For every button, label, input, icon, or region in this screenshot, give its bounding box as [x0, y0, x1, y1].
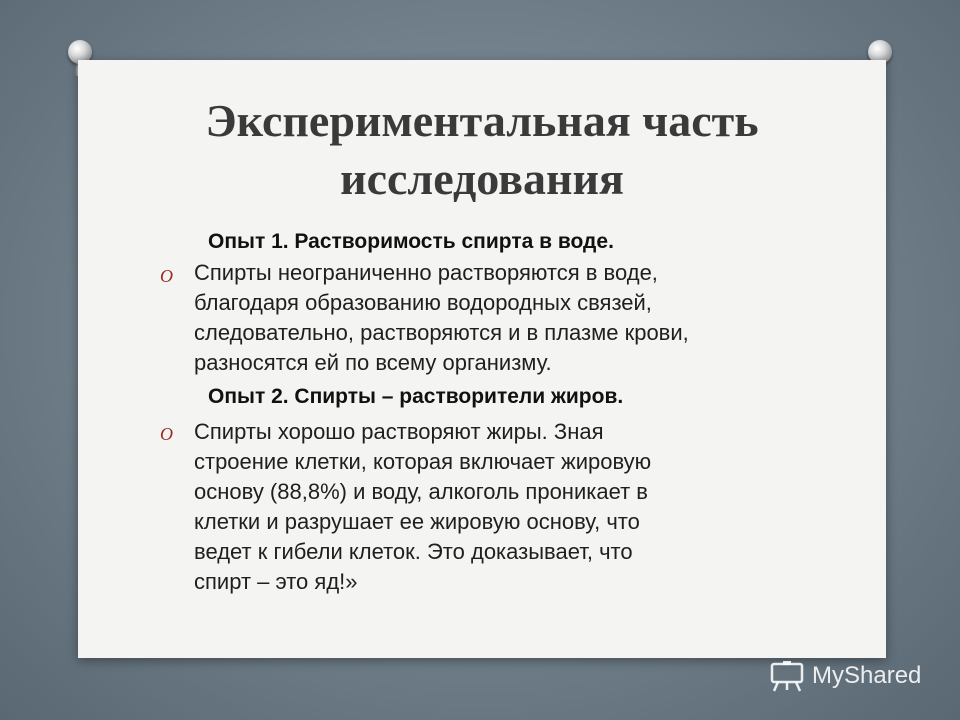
- experiment-1-line: следовательно, растворяются и в плазме крови,: [194, 320, 689, 345]
- slide-title: [78, 92, 886, 208]
- experiment-2-line: строение клетки, которая включает жировую: [194, 449, 652, 474]
- experiment-2-line: ведет к гибели клеток. Это доказывает, что: [194, 539, 633, 564]
- bullet-1-icon: O: [160, 266, 173, 286]
- experiment-1-line: разносятся ей по всему организму.: [194, 350, 552, 375]
- experiment-2-heading: Опыт 2. Спирты – растворители жиров.: [208, 385, 624, 408]
- experiment-2-line: Спирты хорошо растворяют жиры. Зная: [194, 419, 604, 444]
- experiment-2-line: спирт – это яд!»: [194, 569, 358, 594]
- experiment-2-text: [194, 417, 814, 597]
- experiment-2-line: основу (88,8%) и воду, алкоголь проникает в: [194, 479, 648, 504]
- experiment-1-line: Спирты неограниченно растворяются в воде,: [194, 260, 658, 285]
- title-line-1: Экспериментальная часть: [205, 95, 759, 146]
- title-line-2: исследования: [340, 153, 624, 204]
- experiment-2-line: клетки и разрушает ее жировую основу, что: [194, 509, 640, 534]
- experiment-1-text: [194, 258, 814, 378]
- experiment-1-heading: Опыт 1. Растворимость спирта в воде.: [208, 230, 614, 253]
- presentation-board-icon: [768, 660, 806, 692]
- watermark: [768, 658, 921, 694]
- bullet-2-icon: O: [160, 424, 173, 444]
- experiment-1-line: благодаря образованию водородных связей,: [194, 290, 652, 315]
- watermark-text: MyShared: [812, 662, 922, 689]
